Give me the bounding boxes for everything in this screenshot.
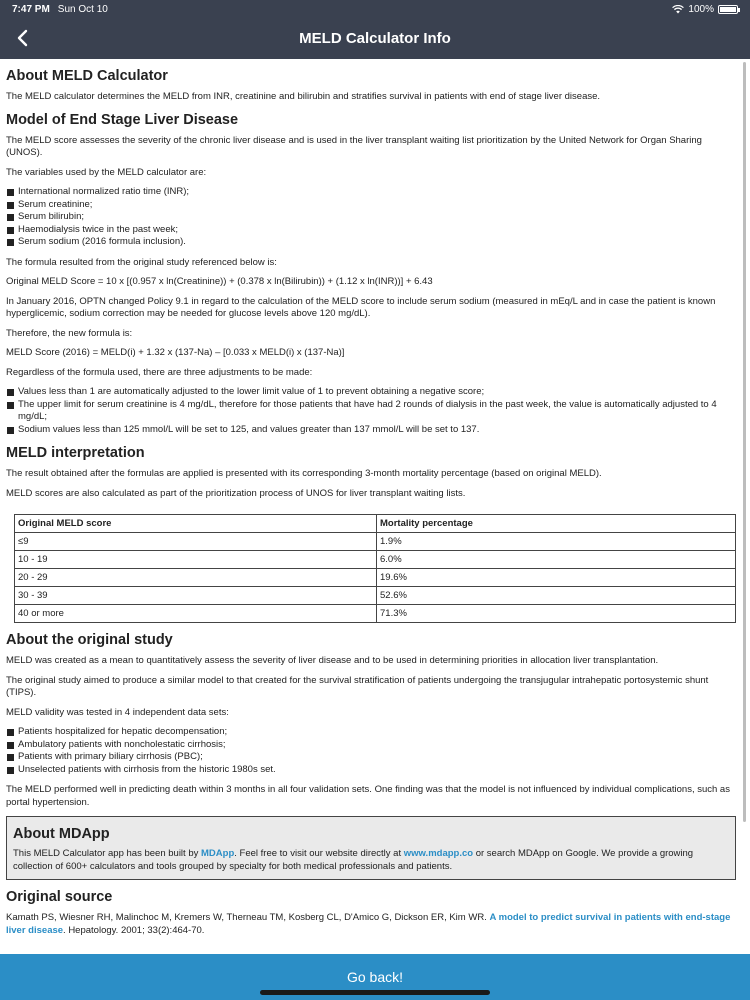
source-citation (6, 912, 736, 937)
mortality-cell: 52.6% (377, 587, 736, 605)
citation-journal: . Hepatology. 2001; 33(2):464-70. (63, 924, 205, 936)
score-cell: 20 - 29 (15, 569, 377, 587)
new-formula: MELD Score (2016) = MELD(i) + 1.32 x (137-Na) – [0.033 x MELD(i) x (137-Na)] (6, 347, 345, 358)
mortality-cell: 6.0% (377, 551, 736, 569)
model-paragraph-6: Regardless of the formula used, there are three adjustments to be made: (6, 366, 313, 378)
model-paragraph-1: The MELD score assesses the severity of the chronic liver disease and is used in the liver transplant waiting list prioritization by the United Network for Organ Sharing (UNOS). (6, 134, 702, 158)
table-row (15, 533, 736, 551)
status-date: Sun Oct 10 (57, 3, 108, 15)
mdapp-text-1: This MELD Calculator app has been built by (13, 848, 201, 859)
mdapp-heading: About MDApp (13, 826, 110, 842)
mortality-cell: 19.6% (377, 569, 736, 587)
list-item: Haemodialysis twice in the past week; (6, 224, 736, 237)
score-cell: ≤9 (15, 533, 377, 551)
variables-list (6, 186, 736, 249)
model-section (6, 111, 736, 437)
list-item: Patients with primary biliary cirrhosis (PBC); (6, 751, 736, 764)
interpretation-paragraph-2: MELD scores are also calculated as part of the prioritization process of UNOS for liver transplant waiting lists. (6, 487, 466, 499)
status-bar (0, 0, 750, 18)
adjustments-list (6, 386, 736, 436)
battery-percent: 100% (688, 3, 714, 15)
scrollbar[interactable] (743, 62, 746, 822)
study-paragraph-4: The MELD performed well in predicting death within 3 months in all four validation sets. One finding was that the model is not influenced by individual complications, such as portal hypertension. (6, 784, 730, 808)
mortality-table (14, 514, 736, 623)
list-item: Ambulatory patients with noncholestatic cirrhosis; (6, 739, 736, 752)
table-row (15, 587, 736, 605)
list-item: Values less than 1 are automatically adjusted to the lower limit value of 1 to prevent obtaining a negative score; (6, 386, 736, 399)
model-paragraph-4: In January 2016, OPTN changed Policy 9.1 in regard to the calculation of the MELD score to include serum sodium (measured in mEq/L and in case the patient is known hyperglicemic, sodium correction may be needed for glucose levels above 120 mg/dL). (6, 295, 716, 319)
table-header-row (15, 515, 736, 533)
page-title: MELD Calculator Info (299, 30, 451, 47)
go-back-button[interactable]: Go back! (0, 954, 750, 1000)
battery-fill (720, 7, 736, 12)
citation-authors: Kamath PS, Wiesner RH, Malinchoc M, Kremers W, Therneau TM, Kosberg CL, D'Amico G, Dickson ER, Kim WR. (6, 912, 490, 923)
source-heading: Original source (6, 889, 113, 905)
status-right (672, 4, 738, 15)
datasets-list (6, 726, 736, 776)
mortality-cell: 71.3% (377, 605, 736, 623)
list-item: Serum bilirubin; (6, 211, 736, 224)
mdapp-text (13, 848, 729, 873)
mdapp-text-3: or search MDApp on Google. We provide a growing collection of 600+ calculators and tools grouped by specialty for both medical professionals and patients. (13, 848, 694, 872)
list-item: Sodium values less than 125 mmol/L will be set to 125, and values greater than 137 mmol/L will be set to 137. (6, 424, 736, 437)
mdapp-link[interactable]: MDApp (201, 848, 235, 859)
score-cell: 10 - 19 (15, 551, 377, 569)
navigation-bar (0, 18, 750, 59)
model-paragraph-5: Therefore, the new formula is: (6, 327, 133, 339)
mdapp-text-2: . Feel free to visit our website directly at (234, 848, 404, 859)
interpretation-heading: MELD interpretation (6, 445, 145, 461)
mdapp-box (6, 816, 736, 880)
home-indicator[interactable] (260, 990, 490, 995)
study-heading: About the original study (6, 632, 173, 648)
interpretation-section (6, 444, 736, 623)
model-heading: Model of End Stage Liver Disease (6, 111, 239, 128)
about-section (6, 67, 736, 104)
table-row (15, 569, 736, 587)
info-content[interactable] (0, 59, 742, 954)
study-link[interactable]: A model to predict survival in patients with end-stage liver disease (6, 912, 731, 936)
list-item: The upper limit for serum creatinine is 4 mg/dL, therefore for those patients that have had 2 rounds of dialysis in the past week, the value is automatically adjusted to 4 mg/dL; (6, 399, 736, 424)
about-heading: About MELD Calculator (6, 68, 168, 84)
model-paragraph-3: The formula resulted from the original study referenced below is: (6, 256, 277, 268)
list-item: Serum creatinine; (6, 199, 736, 212)
study-paragraph-2: The original study aimed to produce a similar model to that created for the survival stratification of patients undergoing the transjugular intrahepatic portosystemic shunt (TIPS). (6, 674, 709, 698)
interpretation-paragraph-1: The result obtained after the formulas are applied is presented with its corresponding 3-month mortality percentage (based on original MELD). (6, 468, 602, 479)
status-time: 7:47 PM (12, 3, 50, 15)
table-row (15, 605, 736, 623)
source-section (6, 888, 736, 937)
study-paragraph-3: MELD validity was tested in 4 independent data sets: (6, 706, 229, 718)
mortality-cell: 1.9% (377, 533, 736, 551)
column-header: Mortality percentage (377, 515, 736, 533)
list-item: Serum sodium (2016 formula inclusion). (6, 236, 736, 249)
back-chevron-icon[interactable] (6, 22, 38, 54)
list-item: Unselected patients with cirrhosis from the historic 1980s set. (6, 764, 736, 777)
list-item: Patients hospitalized for hepatic decompensation; (6, 726, 736, 739)
column-header: Original MELD score (15, 515, 377, 533)
website-link[interactable]: www.mdapp.co (403, 848, 474, 859)
wifi-icon (672, 5, 684, 14)
about-text: The MELD calculator determines the MELD from INR, creatinine and bilirubin and stratifies survival in patients with end of stage liver disease. (6, 91, 601, 102)
study-section (6, 631, 736, 809)
score-cell: 40 or more (15, 605, 377, 623)
score-cell: 30 - 39 (15, 587, 377, 605)
list-item: International normalized ratio time (INR); (6, 186, 736, 199)
original-formula: Original MELD Score = 10 x [(0.957 x ln(Creatinine)) + (0.378 x ln(Bilirubin)) + (1.12 x ln(INR))] + 6.43 (6, 276, 433, 287)
study-paragraph-1: MELD was created as a mean to quantitatively assess the severity of liver disease and to be used in determining priorities in allocation liver transplantation. (6, 655, 659, 666)
battery-icon (718, 5, 738, 14)
model-paragraph-2: The variables used by the MELD calculator are: (6, 166, 207, 178)
table-row (15, 551, 736, 569)
